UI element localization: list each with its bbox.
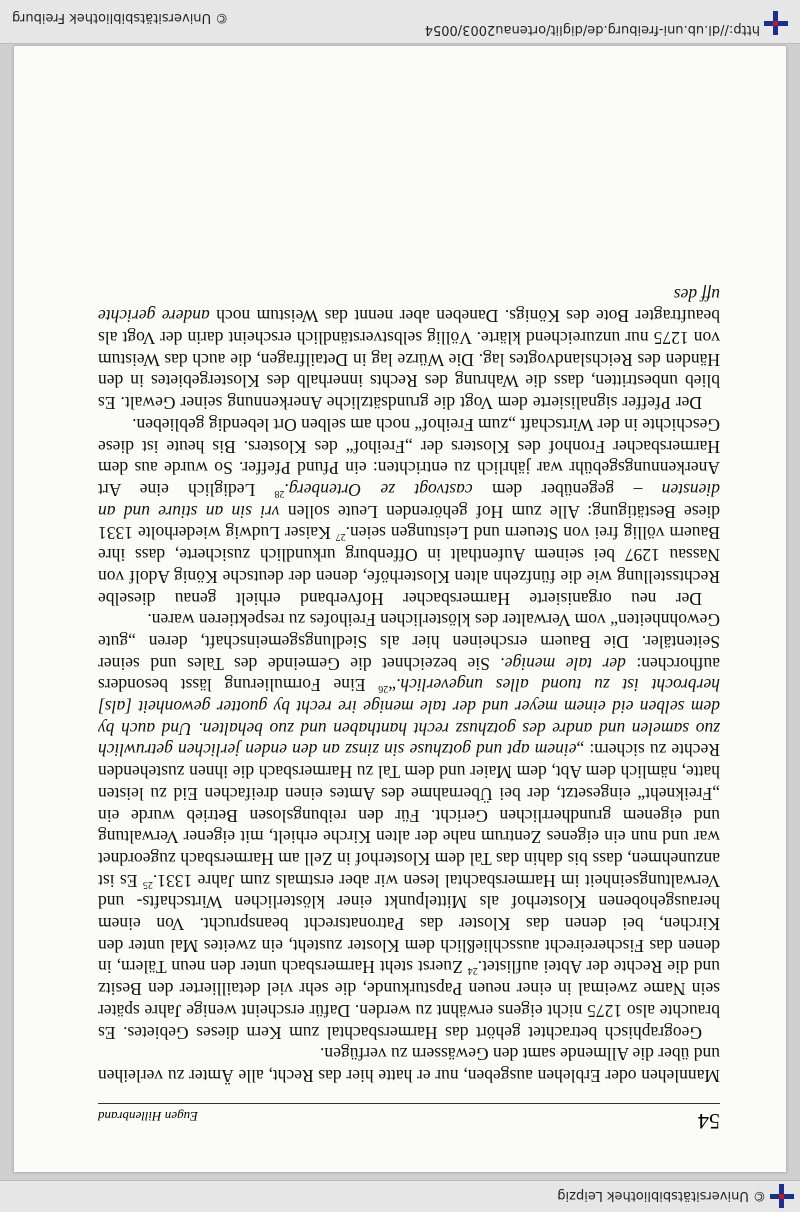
library-logo-icon [770,1184,794,1208]
footnote-ref: 28 [274,487,285,499]
scanned-page [14,46,786,1172]
viewer-bottom-bar [0,0,800,44]
quote-text: einem apt und gotzhuse sin zinsz an den enden jerlichen getruwlich zuo samelen und andre des gotzhusz recht hanthaben und zuo behalten. Und auch by dem selben eid einem meyer und der tale menige ire recht by guotter gewonheit [als] herbrocht ist zu tuond alles ungeverlich. [98,675,720,761]
running-header [98,1103,720,1132]
paragraph-2: Geographisch betrachtet gehört das Harmersbachtal zum Kern dieses Gebietes. Es brauchte also 1275 nicht eigens erwähnt zu werden. Dafür erscheint wenige Jahre später sein Name zweimal in einer neuen Papsturkunde, die sehr viel detaillierter den Besitz und die Rechte der Abtei auflistet.$^{24}$ Zuerst steht Harmersbach unter den neun Tälern, in denen das Fischereirecht ausschließlich dem Kloster zusteht, ein zweites Mal unter den Kirchen, bei denen das Kloster das Patronatsrecht beansprucht. Von einem herausgehobenen Klosterhof als Mittelpunkt einer klösterlichen Wirtschafts- und Verwaltungseinheit im Harmersbachtal lesen wir aber erstmals zum Jahre 1331.25 Es ist anzunehmen, dass bis dahin das Tal dem Klosterhof in Zell am Harmersbach zugeordnet war und nun ein eigenes Zentrum nahe der alten Kirche erhielt, mit eigener Verwaltung und eigenem grundherrlichen Gericht. Für den reibungslosen Betrieb wurde ein „Freikneht“ eingesetzt, der bei Übernahme des Amtes einen dreifachen Eid zu leisten hatte, nämlich dem Abt, dem Maier und dem Tal zu Harmersbach die ihnen zustehenden Rechte zu sichern: „einem apt und gotzhuse sin zinsz an den enden jerlichen getruwlich zuo samelen und andre des gotzhusz recht hanthaben und zuo behalten. Und auch by dem selben eid einem meyer und der tale menige ire recht by guotter gewonheit [als] herbrocht ist zu tuond alles ungeverlich.“$^{26}$ Eine Formulierung lässt besonders aufhorchen: der tale menige. Sie bezeichnet die Gemeinde des Tales und seiner Seitentäler. Die Bauern erscheinen hier als Siedlungsgemeinschaft, deren „gute Gewohnheiten“ vom Verwalter des klösterlichen Freihofes zu respektieren waren. [97,610,720,1043]
quote-text: castvogt ze Ortenberg [288,480,473,501]
quote-text: der tale menige [504,653,626,674]
viewer-top-bar [0,1180,800,1212]
copyright-leipzig: © Universitätsbibliothek Leipzig [557,1188,766,1203]
copyright-freiburg: © Universitätsbibliothek Freiburg [12,10,229,25]
quote-text: andere gerichte uff des [98,284,720,327]
library-logo-icon [764,11,788,35]
quote-text: vri sin an stiure und an diensten [97,480,720,522]
footnote-ref: 27 [335,531,346,543]
running-author: Eugen Hillenbrand [98,1109,199,1124]
page-number: 54 [698,1109,720,1134]
paragraph-4: Der Pfeffer signalisierte dem Vogt die grundsätzliche Anerkennung seiner Gewalt. Es blieb unbestritten, dass die Wahrung des Rechts innerhalb des Klostergebietes in den Händen des Reichslandvogtes lag. Die Würze lag in Detailfragen, die auch das Weistum von 1275 nur unzureichend klärte. Völlig selbstverständlich erscheint darin der Vogt als beauftragter Bote des Königs. Daneben aber nennt das Weistum noch andere gerichte uff des [98,284,720,414]
footnote-ref: 24 [467,965,478,977]
page-body [98,283,720,1086]
footnote-ref: 26 [378,683,389,695]
paragraph-3: Der neu organisierte Harmersbacher Hofverband erhielt genau dieselbe Rechtsstellung wie die fünfzehn alten Klosterhöfe, denen der deutsche König Adolf von Nassau 1297 bei seinem Aufenthalt in Offenburg urkundlich zusicherte, dass ihre Bauern völlig frei von Steuern und Leistungen seien.$^{27}$ Kaiser Ludwig wiederholte 1331 diese Bestätigung: Alle zum Hof gehörenden Leute sollen vri sin an stiure und an diensten – gegenüber dem castvogt ze Ortenberg.$^{28}$ Lediglich eine Art Anerkennungsgebühr war jährlich zu entrichten: ein Pfund Pfeffer. So wurde aus dem Harmersbacher Fronhof des Klosters der „Freihof“ des Klosters. Bis heute ist diese Geschichte in der Wirtschaft „zum Freihof“ noch am selben Ort lebendig geblieben. [97,414,720,609]
footnote-ref: 25 [142,878,153,890]
source-url[interactable]: http://dl.ub.uni-freiburg.de/diglit/ortenau2003/0054 [424,22,760,37]
paragraph-1: Mannlehen oder Erblehen ausgeben, nur er hatte hier das Recht, alle Ämter zu verleihen und über die Allmende samt den Gewässern zu verfügen. [98,1044,720,1086]
